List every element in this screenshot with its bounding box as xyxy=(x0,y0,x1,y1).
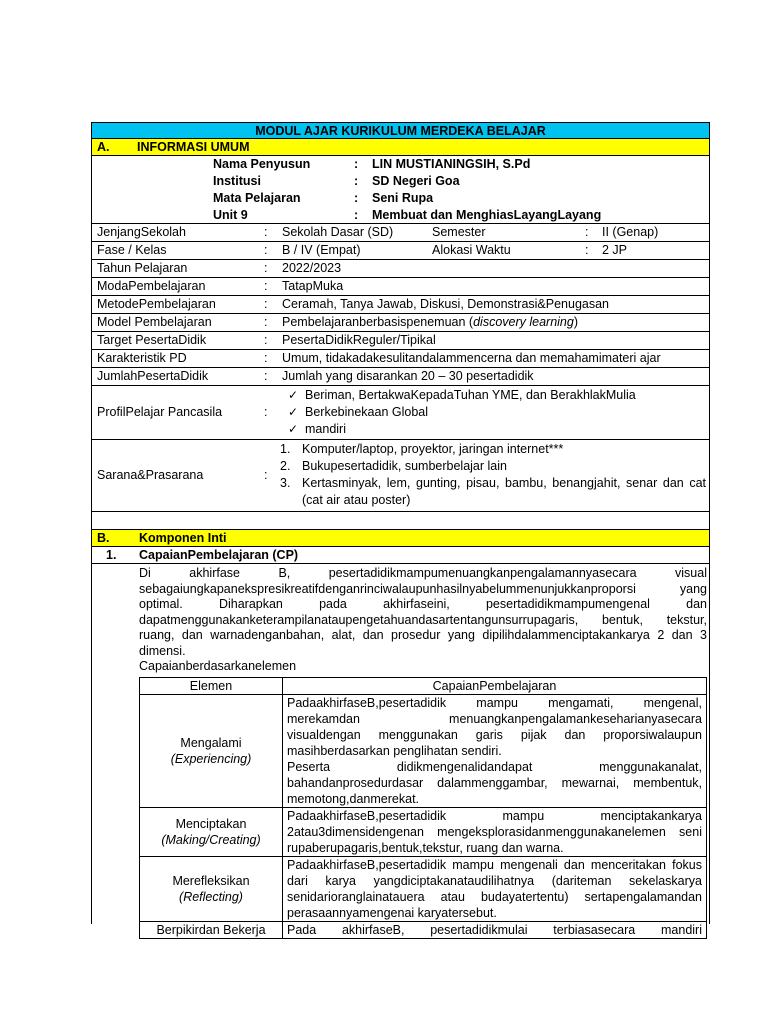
info-row-mapel xyxy=(91,190,710,207)
model-value-italic: discovery learning xyxy=(473,315,574,329)
info-colon: : xyxy=(354,174,359,188)
capaian-line: memotong,danmerekat. xyxy=(287,792,420,806)
capaian-cell xyxy=(283,857,707,922)
capaian-line: perasaannyamengenai karyatersebut. xyxy=(287,906,497,920)
capaian-cell xyxy=(283,695,707,808)
capaian-line: merekamdan menuangkanpengalamankeseharianyasecara xyxy=(287,712,702,726)
section-a-header xyxy=(91,139,710,156)
cp-line: Di akhirfase B, pesertadidikmampumenuangkanpengalamannyasecara visual xyxy=(139,566,707,580)
meta-colon: : xyxy=(264,315,268,329)
profil-item-text: Berkebinekaan Global xyxy=(305,405,429,419)
meta-label: MetodePembelajaran xyxy=(97,297,216,311)
cp-line: optimal. Diharapkan pada akhirfaseini, pesertadidikmampumengenal dan xyxy=(139,597,707,611)
profil-item-text: mandiri xyxy=(305,422,347,436)
cp-content xyxy=(91,564,710,937)
elemen-name: Berpikirdan Bekerja xyxy=(156,923,266,937)
elemen-name: Merefleksikan xyxy=(172,874,250,888)
info-row-institusi xyxy=(91,173,710,190)
meta-row-karakteristik xyxy=(91,350,710,368)
profil-item xyxy=(288,387,636,404)
section-a-title: INFORMASI UMUM xyxy=(137,140,250,154)
meta-value xyxy=(282,314,578,331)
info-row-unit xyxy=(91,207,710,224)
capaian-line: visualdengan menggunakan garis pijak dan proporsiwalaupun xyxy=(287,728,702,742)
meta-colon: : xyxy=(264,261,268,275)
cp-title: CapaianPembelajaran (CP) xyxy=(139,548,299,562)
meta-colon: : xyxy=(264,468,268,482)
elemen-name-en: (Making/Creating) xyxy=(161,833,261,847)
info-value: LIN MUSTIANINGSIH, S.Pd xyxy=(372,157,531,171)
table-row xyxy=(140,922,707,939)
cp-elemen-table xyxy=(139,677,707,939)
meta-label: ProfilPelajar Pancasila xyxy=(97,405,223,419)
info-value: Seni Rupa xyxy=(372,191,434,205)
check-icon: ✓ xyxy=(288,422,299,436)
table-header-row xyxy=(140,678,707,695)
profil-item xyxy=(288,404,428,421)
blank-row xyxy=(91,512,710,530)
meta-label-semester: Semester xyxy=(432,225,486,239)
sarana-item: Kertasminyak, lem, gunting, pisau, bambu, benangjahit, senar dan cat xyxy=(302,476,706,490)
meta-label: Tahun Pelajaran xyxy=(97,261,188,275)
info-value: SD Negeri Goa xyxy=(372,174,460,188)
info-label: Unit 9 xyxy=(213,208,248,222)
meta-value: PesertaDidikReguler/Tipikal xyxy=(282,333,436,347)
model-value-text: Pembelajaranberbasispenemuan ( xyxy=(282,315,474,329)
list-number: 1. xyxy=(280,442,291,456)
modul-ajar-document xyxy=(91,122,710,937)
meta-value: 2022/2023 xyxy=(282,261,342,275)
capaian-line: PadaakhirfaseB,pesertadidik mampu menciptakankarya xyxy=(287,809,702,823)
info-label: Mata Pelajaran xyxy=(213,191,301,205)
info-colon: : xyxy=(354,157,359,171)
elemen-cell xyxy=(140,922,283,939)
meta-value: B / IV (Empat) xyxy=(282,243,361,257)
cp-elemen-intro: Capaianberdasarkanelemen xyxy=(139,659,297,673)
meta-value: Jumlah yang disarankan 20 – 30 pesertadidik xyxy=(282,369,534,383)
meta-colon: : xyxy=(264,351,268,365)
section-a-letter: A. xyxy=(97,140,110,154)
check-icon: ✓ xyxy=(288,388,299,402)
meta-row-model xyxy=(91,314,710,332)
capaian-line: PadaakhirfaseB,pesertadidik mampu mengenali dan menceritakan fokus xyxy=(287,858,702,872)
elemen-name-en: (Experiencing) xyxy=(170,752,252,766)
meta-value: TatapMuka xyxy=(282,279,344,293)
meta-row-moda xyxy=(91,278,710,296)
section-b-letter: B. xyxy=(97,531,110,545)
table-row xyxy=(140,695,707,808)
meta-colon: : xyxy=(585,243,589,257)
elemen-name-en: (Reflecting) xyxy=(179,890,243,904)
meta-row-metode xyxy=(91,296,710,314)
meta-value-alokasi: 2 JP xyxy=(602,243,628,257)
meta-colon: : xyxy=(264,369,268,383)
capaian-line: dari karya yangdiciptakanataudilihatnya (dariteman sekelaskarya xyxy=(287,874,702,888)
table-header-capaian: CapaianPembelajaran xyxy=(283,678,707,695)
section-b-header xyxy=(91,530,710,547)
list-number: 3. xyxy=(280,476,291,490)
meta-colon: : xyxy=(264,279,268,293)
cp-line: dapatmenggunakanketerampilanataupengetahuandasartentangunsurrupagaris, bentuk, tekstur, xyxy=(139,612,707,627)
table-row xyxy=(140,857,707,922)
meta-row-target xyxy=(91,332,710,350)
sarana-item: Bukupesertadidik, sumberbelajar lain xyxy=(302,459,507,473)
cp-line: ruang, dan warnadenganbahan, alat, dan prosedur yang dipilihdalammenciptakankarya 2 dan 3 xyxy=(139,628,707,642)
cp-number: 1. xyxy=(106,548,117,562)
meta-value: Ceramah, Tanya Jawab, Diskusi, Demonstrasi&Penugasan xyxy=(282,297,610,311)
meta-label-alokasi: Alokasi Waktu xyxy=(432,243,511,257)
info-label: Nama Penyusun xyxy=(213,157,311,171)
capaian-line: senidarioranglainatauera atau budayatertentu) sertapengalamandan xyxy=(287,890,702,904)
info-row-penyusun xyxy=(91,156,710,173)
section-b-title: Komponen Inti xyxy=(139,531,227,545)
cp-line: dimensi. xyxy=(139,643,186,658)
meta-label: Model Pembelajaran xyxy=(97,315,212,329)
list-number: 2. xyxy=(280,459,291,473)
capaian-line: PadaakhirfaseB,pesertadidik mampu mengamati, mengenal, xyxy=(287,696,702,710)
info-label: Institusi xyxy=(213,174,261,188)
info-value: Membuat dan MenghiasLayangLayang xyxy=(372,208,602,222)
meta-row-profil xyxy=(91,386,710,440)
elemen-name: Mengalami xyxy=(180,736,242,750)
meta-colon: : xyxy=(264,297,268,311)
meta-colon: : xyxy=(264,333,268,347)
meta-colon: : xyxy=(264,405,268,419)
cp-line: sebagaiungkapanekspresikreatifdenganrinciwalaupunhasilnyabelummenunjukkanproporsi yang xyxy=(139,581,707,596)
capaian-line: Pada akhirfaseB, pesertadidikmulai terbiasasecara mandiri xyxy=(287,923,702,937)
meta-value: Umum, tidakadakesulitandalammencerna dan memahamimateri ajar xyxy=(282,351,661,365)
meta-row-fase xyxy=(91,242,710,260)
meta-label: Sarana&Prasarana xyxy=(97,468,204,482)
model-value-end: ) xyxy=(573,315,579,329)
meta-label: JumlahPesertaDidik xyxy=(97,369,209,383)
meta-colon: : xyxy=(264,243,268,257)
profil-item-text: Beriman, BertakwaKepadaTuhan YME, dan BerakhlakMulia xyxy=(305,388,636,402)
info-colon: : xyxy=(354,208,359,222)
table-row xyxy=(140,808,707,857)
sarana-item-continuation: (cat air atau poster) xyxy=(302,493,411,507)
meta-row-jumlah xyxy=(91,368,710,386)
capaian-line: 2atau3dimensidengenan mengeksplorasidanmenggunakanelemen seni xyxy=(287,825,702,839)
elemen-cell xyxy=(140,695,283,808)
sarana-item: Komputer/laptop, proyektor, jaringan internet*** xyxy=(302,442,564,456)
elemen-cell xyxy=(140,808,283,857)
check-icon: ✓ xyxy=(288,405,299,419)
cp-paragraph xyxy=(139,566,707,675)
elemen-name: Menciptakan xyxy=(175,817,247,831)
table-header-elemen: Elemen xyxy=(140,678,283,695)
meta-colon: : xyxy=(264,225,268,239)
meta-label: JenjangSekolah xyxy=(97,225,186,239)
meta-label: Karakteristik PD xyxy=(97,351,187,365)
capaian-line: bahandanprosedurdasar dalammenggambar, mewarnai, membentuk, xyxy=(287,776,702,790)
capaian-line: rupaberupagaris,bentuk,tekstur, ruang dan warna. xyxy=(287,841,564,855)
meta-label: ModaPembelajaran xyxy=(97,279,206,293)
meta-value-semester: II (Genap) xyxy=(602,225,659,239)
document-title: MODUL AJAR KURIKULUM MERDEKA BELAJAR xyxy=(91,122,710,139)
meta-colon: : xyxy=(585,225,589,239)
capaian-cell xyxy=(283,922,707,939)
capaian-cell xyxy=(283,808,707,857)
cp-header xyxy=(91,547,710,564)
elemen-cell xyxy=(140,857,283,922)
capaian-line: Peserta didikmengenalidandapat menggunakanalat, xyxy=(287,760,702,774)
meta-row-jenjang xyxy=(91,224,710,242)
meta-value: Sekolah Dasar (SD) xyxy=(282,225,394,239)
meta-row-tahun xyxy=(91,260,710,278)
meta-label: Fase / Kelas xyxy=(97,243,167,257)
info-colon: : xyxy=(354,191,359,205)
capaian-line: masihberdasarkan penglihatan sendiri. xyxy=(287,744,502,758)
profil-item xyxy=(288,421,346,438)
meta-label: Target PesertaDidik xyxy=(97,333,207,347)
meta-row-sarana xyxy=(91,440,710,512)
